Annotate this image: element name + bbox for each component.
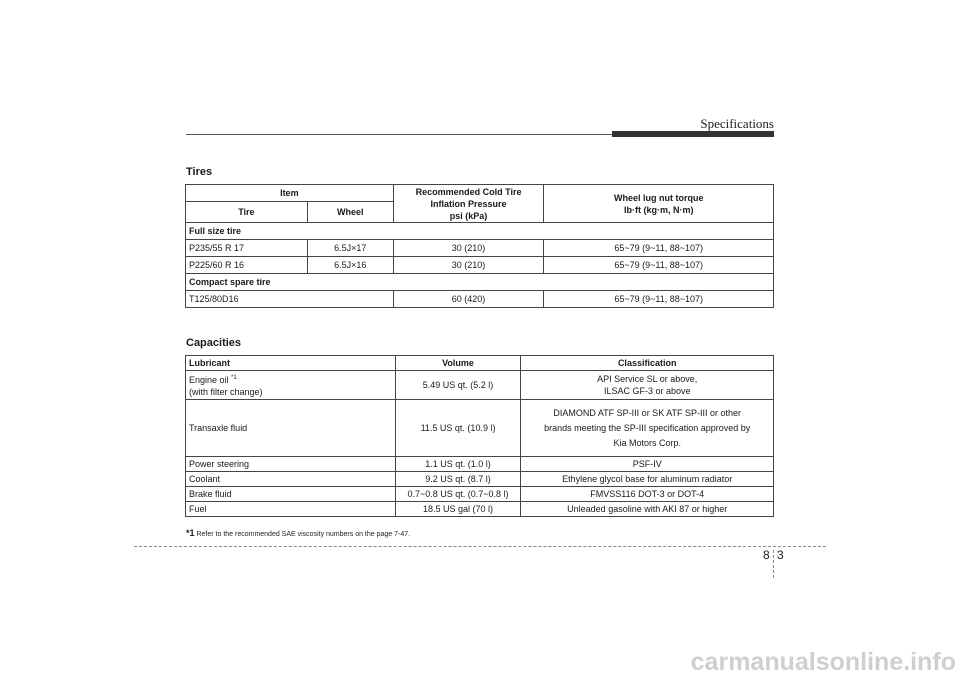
header-bar bbox=[612, 131, 774, 137]
table-row bbox=[186, 457, 774, 472]
torque-header-line1: Wheel lug nut torque bbox=[613, 192, 704, 203]
transaxle-classification bbox=[521, 400, 774, 457]
capacities-header-row bbox=[186, 356, 774, 371]
compact-spare-label: Compact spare tire bbox=[186, 274, 774, 291]
wheel-header: Wheel bbox=[307, 202, 393, 223]
tire-size: P225/60 R 16 bbox=[186, 257, 308, 274]
lubricant-volume: 18.5 US gal (70 l) bbox=[395, 502, 521, 517]
classification-header: Classification bbox=[521, 356, 774, 371]
lubricant-header: Lubricant bbox=[186, 356, 396, 371]
table-row bbox=[186, 257, 774, 274]
spare-tire-size: T125/80D16 bbox=[186, 291, 394, 308]
lubricant-classification: Unleaded gasoline with AKI 87 or higher bbox=[521, 502, 774, 517]
spare-pressure: 60 (420) bbox=[393, 291, 544, 308]
tires-section-title: Tires bbox=[186, 166, 213, 178]
engine-oil-name: Engine oil bbox=[189, 375, 229, 385]
tire-pressure: 30 (210) bbox=[393, 240, 544, 257]
lubricant-volume: 0.7~0.8 US qt. (0.7~0.8 l) bbox=[395, 487, 521, 502]
lubricant-name: Brake fluid bbox=[186, 487, 396, 502]
item-header: Item bbox=[186, 185, 394, 202]
lubricant-name: Coolant bbox=[186, 472, 396, 487]
table-row bbox=[186, 240, 774, 257]
tires-table bbox=[185, 184, 774, 308]
footnote-mark: *1 bbox=[186, 528, 195, 538]
table-row bbox=[186, 487, 774, 502]
tires-header-row bbox=[186, 185, 774, 202]
capacities-section-title: Capacities bbox=[186, 337, 242, 349]
wheel-size: 6.5J×17 bbox=[307, 240, 393, 257]
lug-torque: 65~79 (9~11, 88~107) bbox=[544, 240, 774, 257]
table-row bbox=[186, 472, 774, 487]
engine-oil-classification bbox=[521, 371, 774, 400]
lubricant-volume: 9.2 US qt. (8.7 l) bbox=[395, 472, 521, 487]
engine-oil-sub: (with filter change) bbox=[189, 387, 263, 397]
page-header-title: Specifications bbox=[700, 116, 774, 131]
lubricant-volume: 1.1 US qt. (1.0 l) bbox=[395, 457, 521, 472]
engine-oil-class-line2: ILSAC GF-3 or above bbox=[603, 386, 691, 396]
footnote bbox=[186, 528, 410, 538]
tire-header: Tire bbox=[186, 202, 308, 223]
footnote-text: Refer to the recommended SAE viscosity numbers on the page 7-47. bbox=[196, 531, 411, 538]
footnote-marker: *1 bbox=[231, 375, 237, 381]
page-number-separator bbox=[773, 550, 774, 578]
lubricant-name: Power steering bbox=[186, 457, 396, 472]
full-size-label: Full size tire bbox=[186, 223, 774, 240]
lubricant-classification: FMVSS116 DOT-3 or DOT-4 bbox=[521, 487, 774, 502]
wheel-size: 6.5J×16 bbox=[307, 257, 393, 274]
table-row bbox=[186, 371, 774, 400]
lug-torque: 65~79 (9~11, 88~107) bbox=[544, 257, 774, 274]
lubricant-classification: Ethylene glycol base for aluminum radiator bbox=[521, 472, 774, 487]
engine-oil-volume: 5.49 US qt. (5.2 l) bbox=[395, 371, 521, 400]
torque-header bbox=[544, 185, 774, 223]
table-row bbox=[186, 502, 774, 517]
footer-divider bbox=[134, 546, 826, 547]
transaxle-class-line2: brands meeting the SP-III specification approved by bbox=[544, 422, 751, 433]
transaxle-name: Transaxle fluid bbox=[186, 400, 396, 457]
tire-size: P235/55 R 17 bbox=[186, 240, 308, 257]
transaxle-class-line3: Kia Motors Corp. bbox=[613, 437, 681, 448]
engine-oil-class-line1: API Service SL or above, bbox=[597, 374, 698, 384]
pressure-header bbox=[393, 185, 544, 223]
tire-pressure: 30 (210) bbox=[393, 257, 544, 274]
lubricant-name: Fuel bbox=[186, 502, 396, 517]
transaxle-volume: 11.5 US qt. (10.9 l) bbox=[395, 400, 521, 457]
pressure-header-line1: Recommended Cold Tire bbox=[415, 186, 522, 197]
watermark: carmanualsonline.info bbox=[690, 648, 956, 676]
spare-torque: 65~79 (9~11, 88~107) bbox=[544, 291, 774, 308]
page-number-value: 3 bbox=[777, 548, 784, 562]
capacities-table bbox=[185, 355, 774, 517]
table-row bbox=[186, 400, 774, 457]
pressure-header-line2: Inflation Pressure bbox=[430, 198, 507, 209]
pressure-header-line3: psi (kPa) bbox=[449, 210, 488, 221]
torque-header-line2: lb·ft (kg·m, N·m) bbox=[623, 204, 694, 215]
transaxle-class-line1: DIAMOND ATF SP-III or SK ATF SP-III or other bbox=[553, 407, 742, 418]
volume-header: Volume bbox=[395, 356, 521, 371]
full-size-group-row bbox=[186, 223, 774, 240]
lubricant-classification: PSF-IV bbox=[521, 457, 774, 472]
chapter-number: 8 bbox=[763, 548, 770, 562]
table-row bbox=[186, 291, 774, 308]
engine-oil-cell bbox=[186, 371, 396, 400]
compact-spare-group-row bbox=[186, 274, 774, 291]
